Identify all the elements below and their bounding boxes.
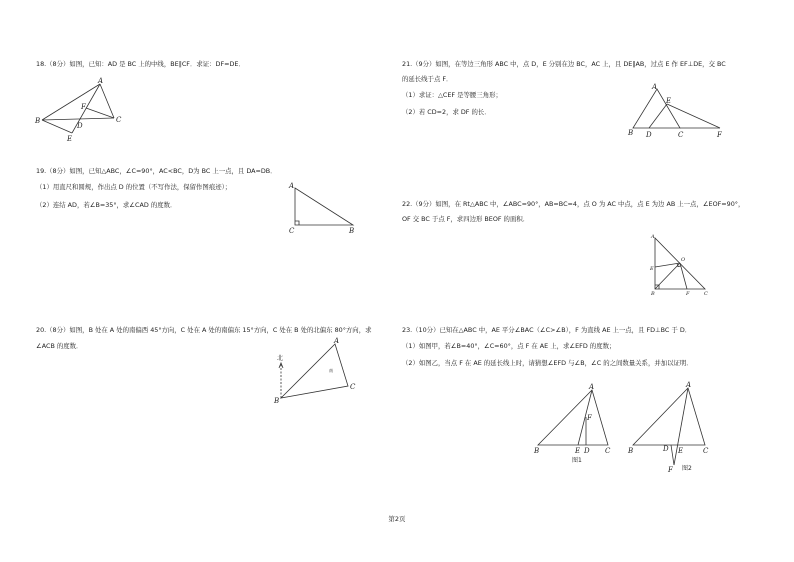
label-B: B: [651, 291, 655, 297]
label-B: B: [628, 129, 634, 137]
label-B: B: [349, 227, 355, 235]
north-label: 北: [277, 355, 284, 362]
label-B: B: [35, 117, 41, 125]
label-C: C: [703, 447, 709, 455]
label-F: F: [81, 103, 86, 111]
label-D: D: [584, 447, 590, 455]
label-E: E: [666, 97, 672, 105]
segment-CF: [86, 108, 114, 118]
label-B: B: [628, 447, 634, 455]
question-23-figure-1: [530, 380, 620, 470]
question-21-line-2: 的延长线于点 F．: [402, 75, 453, 83]
segment-BA: [42, 84, 100, 120]
question-21-part-1: （1）求证：△CEF 是等腰三角形；: [402, 91, 502, 99]
label-F: F: [686, 291, 690, 297]
question-22-figure: [646, 232, 714, 300]
triangle-ABC: [295, 188, 353, 225]
question-22-line-1: 22.（9分）如图，在 Rt△ABC 中，∠ABC=90°，AB=BC=4，点 O 为 AC 中点，点 E 为边 AB 上一点，∠EOF=90°，: [402, 200, 745, 208]
question-22-line-2: OF 交 BC 于点 F，求四边形 BEOF 的面积．: [402, 215, 530, 223]
label-A: A: [651, 234, 655, 240]
right-angle-mark: [295, 221, 299, 225]
question-21-line-1: 21.（9分）如图，在等边三角形 ABC 中，点 D，E 分别在边 BC，AC 上，且 DE∥AB，过点 E 作 EF⊥DE，交 BC: [402, 60, 726, 68]
segment-BO: [655, 263, 680, 289]
question-21-figure: [622, 80, 728, 142]
question-19-figure: [286, 182, 366, 236]
segment-DE: [649, 104, 667, 128]
segment-BC: [42, 118, 114, 120]
question-20-line-1: 20.（8分）如图，B 处在 A 处的南偏西 45°方向，C 处在 A 处的南偏东 15°方向，C 处在 B 处的北偏东 80°方向，求: [36, 326, 372, 334]
question-18-figure: [34, 78, 134, 144]
label-E: E: [650, 266, 654, 272]
label-E: E: [575, 447, 581, 455]
label-B: B: [274, 397, 280, 405]
label-F: F: [717, 131, 722, 139]
segment-EF: [667, 104, 720, 128]
label-D: D: [77, 122, 83, 130]
question-19-part-2: （2）连结 AD，若∠B=35°，求∠CAD 的度数．: [36, 201, 177, 209]
figure-1-caption: 图1: [572, 457, 582, 464]
label-O: O: [681, 257, 686, 263]
segment-BE: [42, 120, 72, 133]
segment-FD: [671, 445, 674, 465]
label-D: D: [646, 131, 652, 139]
question-23-figure-2: [626, 380, 726, 475]
label-A: A: [334, 337, 340, 345]
question-23-text: 23.（10分）已知在△ABC 中，AE 平分∠BAC（∠C>∠B），F 为直线 AE 上一点，且 FD⊥BC 于 D．: [402, 326, 692, 334]
segment-AC: [100, 84, 114, 118]
label-D: D: [663, 445, 669, 453]
page-number: 第2页: [388, 515, 406, 523]
label-F: F: [668, 466, 673, 474]
question-18-text: 18.（8分）如图，已知：AD 是 BC 上的中线，BE∥CF．求证：DF=DE．: [36, 60, 245, 68]
label-C: C: [116, 116, 122, 124]
triangle-ABC: [633, 89, 680, 128]
label-C: C: [704, 291, 708, 297]
label-C: C: [289, 227, 295, 235]
triangle-ABC: [633, 388, 705, 445]
triangle-ABC: [281, 344, 348, 398]
label-C: C: [678, 131, 684, 139]
figure-2-caption: 图2: [682, 465, 692, 472]
question-20-line-2: ∠ACB 的度数．: [36, 342, 83, 350]
triangle-ABC: [538, 390, 608, 445]
label-A: A: [289, 182, 295, 190]
label-C: C: [350, 383, 356, 391]
question-19-part-1: （1）用直尺和圆规，作出点 D 的位置（不写作法，保留作图痕迹）；: [36, 183, 232, 191]
label-E: E: [67, 135, 73, 143]
label-A: A: [589, 383, 595, 391]
label-E: E: [678, 447, 684, 455]
label-F: F: [587, 414, 592, 422]
question-23-part-2: （2）如图乙，当点 F 在 AE 的延长线上时，请猜想∠EFD 与∠B，∠C 的之间数量关系，并加以证明．: [402, 359, 693, 367]
label-B: B: [534, 447, 540, 455]
south-direction-mark: 南: [329, 368, 333, 373]
question-21-part-2: （2）若 CD=2，求 DF 的长．: [402, 108, 491, 116]
label-A: A: [98, 77, 104, 85]
label-C: C: [605, 447, 611, 455]
label-A: A: [652, 83, 658, 91]
question-20-figure: [270, 336, 360, 408]
question-19-text: 19.（8分）如图，已知△ABC，∠C=90°，AC<BC，D为 BC 上一点，且 DA=DB．: [36, 167, 277, 175]
question-23-part-1: （1）如图甲，若∠B=40°，∠C=60°，点 F 在 AE 上，求∠EFD 的度数；: [402, 342, 616, 350]
label-A: A: [686, 381, 692, 389]
